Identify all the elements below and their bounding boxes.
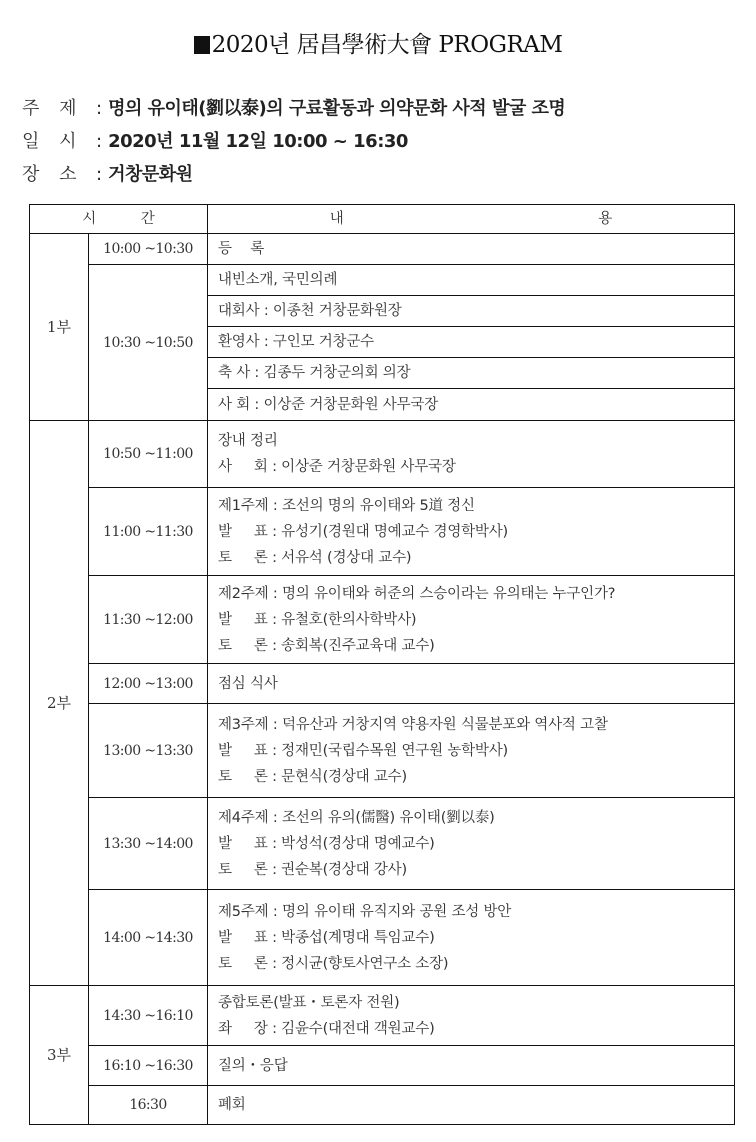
part-label: 2부 [30, 421, 89, 986]
content-cell [208, 234, 735, 265]
table-row [30, 704, 735, 798]
table-row [30, 265, 735, 296]
time-cell: 14:00 ~14:30 [89, 890, 208, 986]
time-cell: 11:00 ~11:30 [89, 488, 208, 576]
meta-theme-value: 명의 유이태(劉以泰)의 구료활동과 의약문화 사적 발굴 조명 [108, 98, 566, 119]
page-title [0, 26, 756, 59]
content-line: 발 표 : 유철호(한의사학박사) [218, 611, 417, 628]
meta-theme [22, 94, 565, 120]
meta-theme-label: 주 제 [22, 98, 77, 119]
content-cell [208, 421, 735, 488]
content-cell [208, 986, 735, 1046]
content-line: 발 표 : 유성기(경원대 명예교수 경영학박사) [218, 523, 508, 540]
part-label: 3부 [30, 986, 89, 1125]
content-line: 점심 식사 [218, 675, 278, 692]
content-line: 제4주제 : 조선의 유의(儒醫) 유이태(劉以泰) [218, 809, 495, 826]
content-line: 좌 장 : 김윤수(대전대 객원교수) [218, 1020, 435, 1037]
content-line: 제1주제 : 조선의 명의 유이태와 5道 정신 [218, 497, 475, 514]
time-cell: 10:50 ~11:00 [89, 421, 208, 488]
content-cell [208, 704, 735, 798]
content-line: 토 론 : 송회복(진주교육대 교수) [218, 637, 435, 654]
content-cell [208, 1086, 735, 1125]
program-table [29, 204, 735, 1125]
time-cell: 13:00 ~13:30 [89, 704, 208, 798]
table-row [30, 1046, 735, 1086]
table-row [30, 1086, 735, 1125]
time-cell: 10:30 ~10:50 [89, 265, 208, 421]
content-line: 내빈소개, 국민의례 [218, 272, 338, 288]
content-cell [208, 389, 735, 421]
title-text: 2020년 居昌學術大會 PROGRAM [211, 32, 563, 58]
content-cell [208, 296, 735, 327]
time-cell: 11:30 ~12:00 [89, 576, 208, 664]
content-cell [208, 798, 735, 890]
table-row [30, 488, 735, 576]
time-cell: 10:00 ~10:30 [89, 234, 208, 265]
content-line: 등 록 [218, 241, 265, 257]
table-header-row [30, 205, 735, 234]
content-line: 제2주제 : 명의 유이태와 허준의 스승이라는 유의태는 누구인가? [218, 585, 616, 602]
meta-date [22, 127, 408, 153]
content-cell [208, 358, 735, 389]
content-line: 제5주제 : 명의 유이태 유직지와 공원 조성 방안 [218, 903, 512, 920]
black-square-icon [194, 36, 210, 54]
content-line: 사 회 : 이상준 거창문화원 사무국장 [218, 396, 439, 413]
content-line: 환영사 : 구인모 거창군수 [218, 334, 374, 350]
meta-date-value: 2020년 11월 12일 10:00 ~ 16:30 [108, 131, 408, 152]
table-row [30, 798, 735, 890]
content-cell [208, 664, 735, 704]
content-line: 장내 정리 [218, 433, 278, 449]
table-row [30, 664, 735, 704]
header-time: 시 간 [30, 205, 208, 234]
table-row [30, 986, 735, 1046]
content-cell [208, 265, 735, 296]
time-cell: 13:30 ~14:00 [89, 798, 208, 890]
colon: : [96, 164, 103, 185]
time-cell: 16:10 ~16:30 [89, 1046, 208, 1086]
time-cell: 14:30 ~16:10 [89, 986, 208, 1046]
meta-place-label: 장 소 [22, 164, 77, 185]
content-line: 제3주제 : 덕유산과 거창지역 약용자원 식물분포와 역사적 고찰 [218, 716, 608, 733]
content-cell [208, 576, 735, 664]
content-line: 토 론 : 문현식(경상대 교수) [218, 768, 407, 785]
table-row [30, 576, 735, 664]
content-line: 사 회 : 이상준 거창문화원 사무국장 [218, 459, 456, 475]
time-cell: 12:00 ~13:00 [89, 664, 208, 704]
content-line: 질의・응답 [218, 1057, 288, 1074]
meta-place [22, 160, 193, 186]
content-line: 축 사 : 김종두 거창군의회 의장 [218, 365, 411, 381]
content-line: 토 론 : 권순복(경상대 강사) [218, 861, 407, 878]
content-cell [208, 1046, 735, 1086]
header-content: 내 용 [208, 205, 735, 234]
content-line: 토 론 : 서유석 (경상대 교수) [218, 549, 412, 566]
table-row [30, 890, 735, 986]
content-line: 대회사 : 이종천 거창문화원장 [218, 303, 402, 319]
content-line: 발 표 : 박종섭(계명대 특임교수) [218, 929, 435, 946]
content-cell [208, 488, 735, 576]
time-cell: 16:30 [89, 1086, 208, 1125]
colon: : [96, 98, 103, 119]
table-row [30, 234, 735, 265]
table-row [30, 421, 735, 488]
part-label: 1부 [30, 234, 89, 421]
colon: : [96, 131, 103, 152]
content-cell [208, 327, 735, 358]
content-line: 토 론 : 정시균(향토사연구소 소장) [218, 955, 449, 972]
content-line: 발 표 : 정재민(국립수목원 연구원 농학박사) [218, 742, 508, 759]
content-line: 종합토론(발표・토론자 전원) [218, 994, 400, 1011]
meta-place-value: 거창문화원 [108, 164, 193, 185]
content-line: 발 표 : 박성석(경상대 명예교수) [218, 835, 435, 852]
meta-date-label: 일 시 [22, 131, 77, 152]
content-cell [208, 890, 735, 986]
content-line: 폐회 [218, 1097, 246, 1113]
